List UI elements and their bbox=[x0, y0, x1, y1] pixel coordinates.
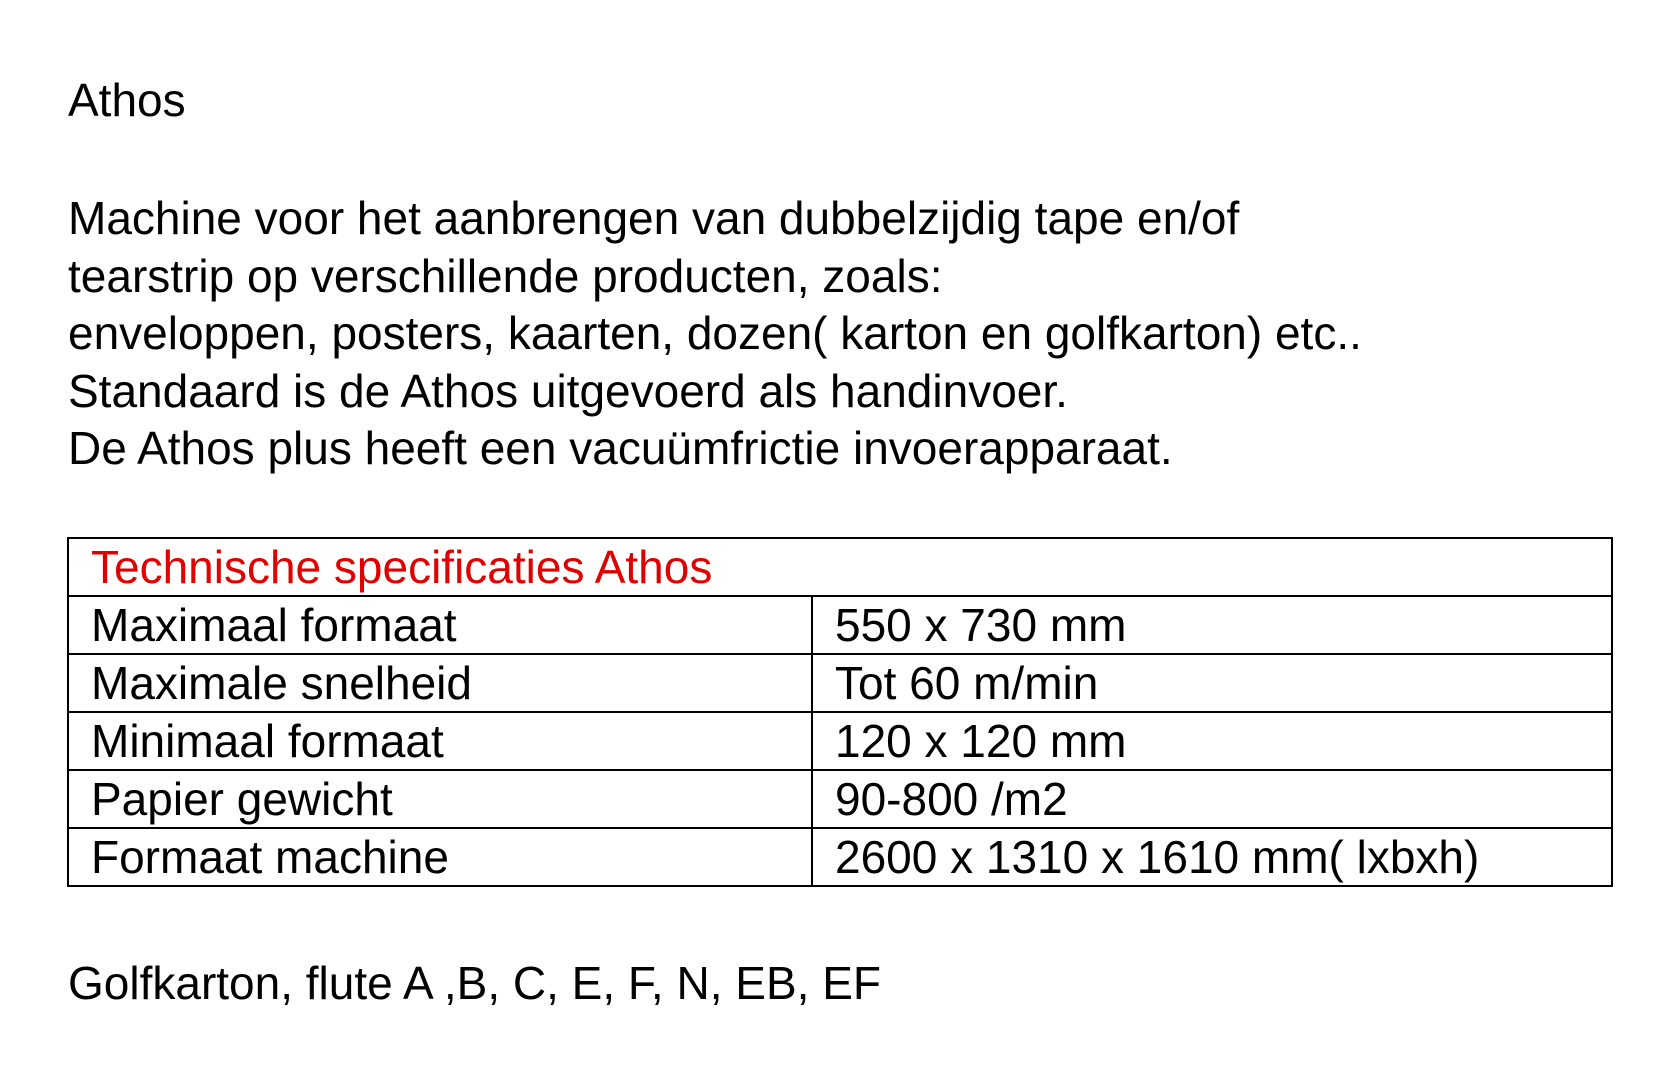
table-row bbox=[68, 712, 1612, 770]
intro-line: tearstrip op verschillende producten, zoals: bbox=[68, 249, 943, 302]
spec-value: 90-800 /m2 bbox=[812, 770, 1612, 828]
spec-value: 120 x 120 mm bbox=[812, 712, 1612, 770]
footer-note: Golfkarton, flute A ,B, C, E, F, N, EB, EF bbox=[68, 957, 881, 1009]
table-row bbox=[68, 770, 1612, 828]
intro-paragraph bbox=[68, 190, 1362, 478]
spec-label: Formaat machine bbox=[68, 828, 812, 886]
spec-value: 550 x 730 mm bbox=[812, 596, 1612, 654]
spec-table-header: Technische specificaties Athos bbox=[68, 538, 1612, 596]
table-row bbox=[68, 828, 1612, 886]
spec-label: Maximaal formaat bbox=[68, 596, 812, 654]
document-title: Athos bbox=[68, 74, 186, 126]
spec-value: Tot 60 m/min bbox=[812, 654, 1612, 712]
table-row bbox=[68, 654, 1612, 712]
intro-line: Machine voor het aanbrengen van dubbelzijdig tape en/of bbox=[68, 192, 1240, 244]
intro-line: De Athos plus heeft een vacuümfrictie invoerapparaat. bbox=[68, 422, 1173, 474]
spec-label: Minimaal formaat bbox=[68, 712, 812, 770]
intro-line: Standaard is de Athos uitgevoerd als handinvoer. bbox=[68, 364, 1068, 417]
spec-label: Maximale snelheid bbox=[68, 654, 812, 712]
spec-label: Papier gewicht bbox=[68, 770, 812, 828]
spec-table bbox=[67, 537, 1613, 887]
table-row bbox=[68, 596, 1612, 654]
intro-line: enveloppen, posters, kaarten, dozen( karton en golfkarton) etc.. bbox=[68, 307, 1362, 359]
spec-table-header-row bbox=[68, 538, 1612, 596]
spec-value: 2600 x 1310 x 1610 mm( lxbxh) bbox=[812, 828, 1612, 886]
